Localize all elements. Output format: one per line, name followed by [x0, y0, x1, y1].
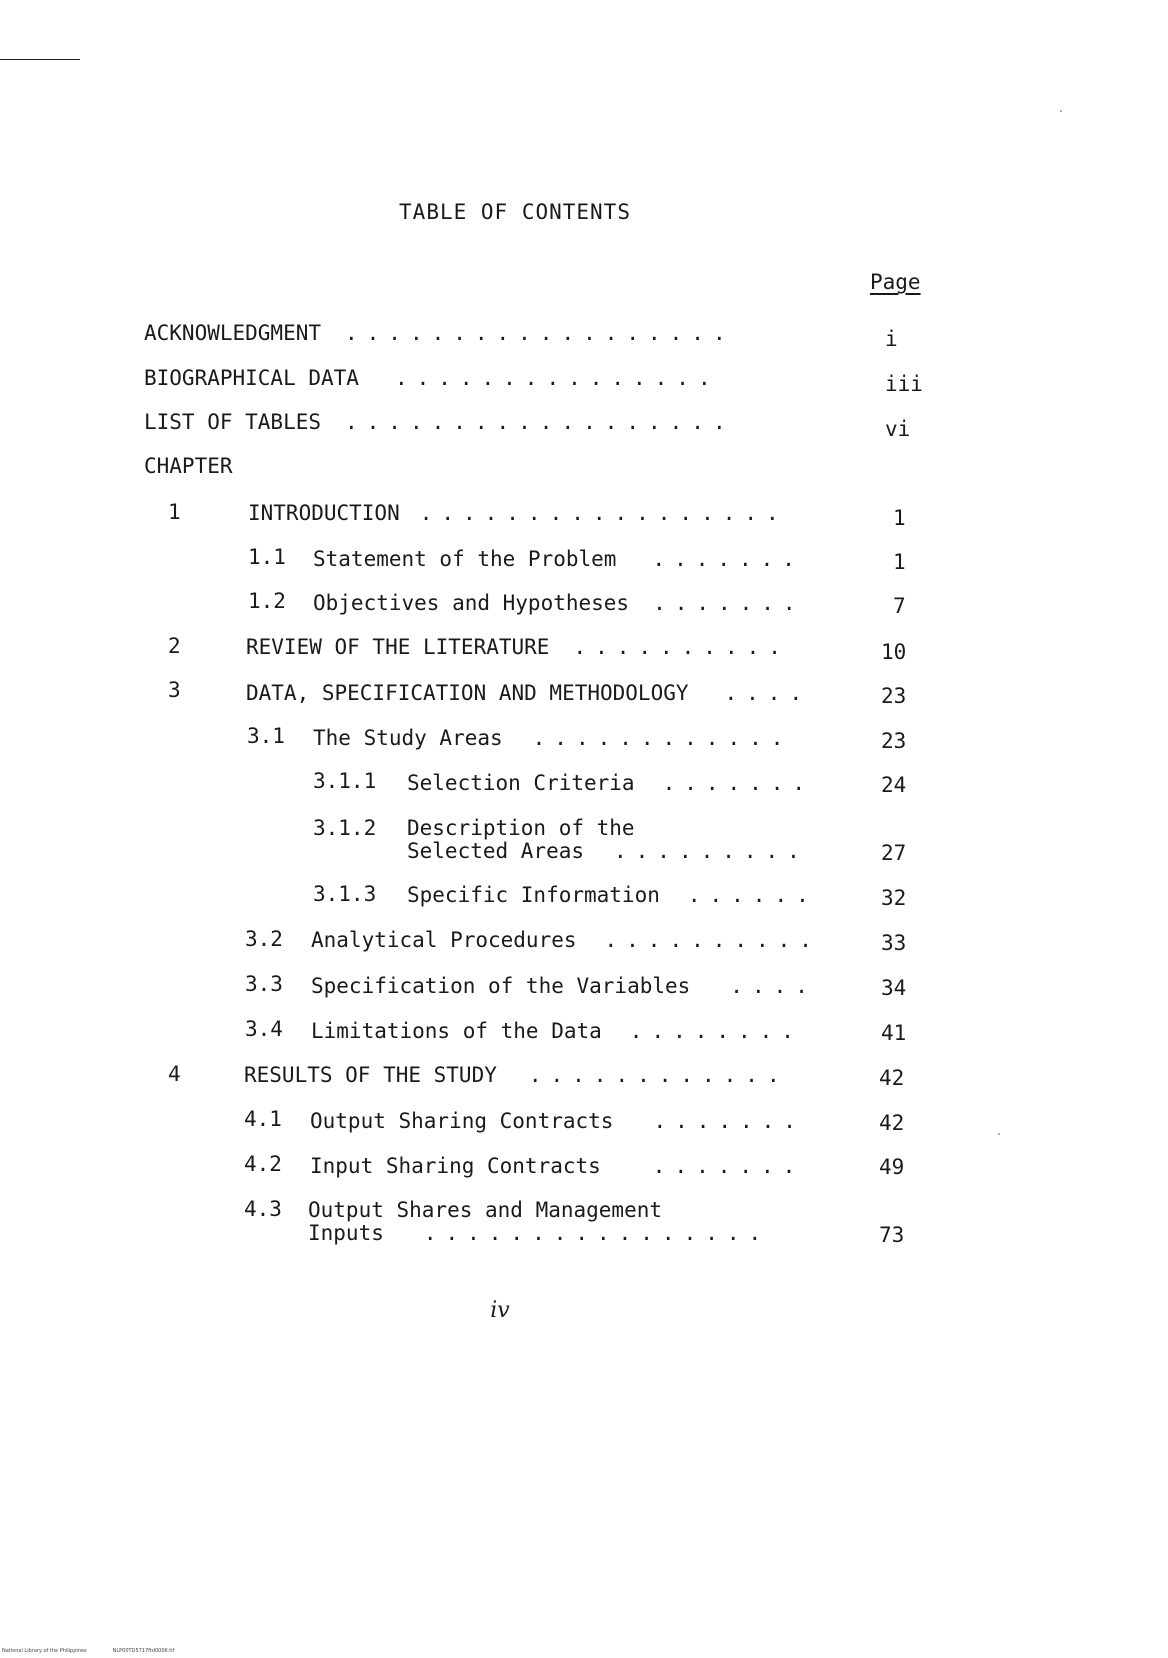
toc-page-number: 49: [879, 1155, 905, 1179]
scan-speck: [1060, 110, 1062, 112]
dot-leader: ..................: [345, 410, 735, 434]
scan-footer: [2, 1648, 200, 1654]
section-number: 3.1.1: [313, 769, 377, 793]
dot-leader: ....: [724, 681, 812, 705]
page-column-heading: Page: [870, 270, 921, 294]
chapter-number: 2: [168, 634, 181, 658]
toc-page-number: 33: [881, 931, 907, 955]
section-number: 3.4: [245, 1017, 283, 1041]
dot-leader: ............: [528, 1063, 789, 1087]
toc-page-number: 24: [881, 773, 907, 797]
toc-entry-biographical-data[interactable]: [144, 367, 720, 390]
dot-leader: ................: [423, 1221, 771, 1245]
toc-entry-description-selected-areas[interactable]: [407, 817, 809, 863]
toc-entry-label: Objectives and Hypotheses: [313, 591, 630, 615]
toc-page-number: 1: [893, 550, 906, 574]
toc-entry-label: DATA, SPECIFICATION AND METHODOLOGY: [246, 681, 689, 705]
dot-leader: .......: [653, 591, 805, 615]
toc-page-number: 73: [879, 1223, 905, 1247]
toc-entry-label: Analytical Procedures: [311, 928, 577, 952]
toc-entry-analytical-procedures[interactable]: [311, 929, 821, 952]
toc-entry-introduction[interactable]: [248, 502, 788, 525]
dot-leader: .......: [652, 1154, 805, 1178]
toc-page-number: 1: [893, 506, 906, 530]
toc-page-number: 41: [881, 1021, 907, 1045]
chapter-number: 3: [168, 678, 181, 702]
toc-entry-list-of-tables[interactable]: [144, 411, 735, 434]
toc-entry-label-line1: Description of the: [407, 816, 635, 840]
toc-entry-label-line2: Selected Areas: [407, 839, 585, 863]
toc-entry-statement-of-problem[interactable]: [313, 548, 804, 571]
toc-entry-label: Limitations of the Data: [311, 1019, 602, 1043]
toc-entry-output-sharing[interactable]: [310, 1110, 805, 1133]
toc-page-number: 32: [881, 886, 907, 910]
toc-entry-specification-variables[interactable]: [311, 975, 817, 998]
corner-rule: [0, 59, 80, 60]
toc-entry-label: LIST OF TABLES: [144, 410, 322, 434]
chapter-heading: CHAPTER: [144, 454, 233, 478]
toc-entry-label: BIOGRAPHICAL DATA: [144, 366, 359, 390]
toc-entry-label-line2: Inputs: [308, 1221, 384, 1245]
page-title: TABLE OF CONTENTS: [399, 200, 631, 224]
toc-entry-study-areas[interactable]: [313, 727, 792, 750]
dot-leader: ........: [629, 1019, 803, 1043]
toc-page-number: 42: [879, 1111, 905, 1135]
dot-leader: .......: [662, 771, 815, 795]
toc-entry-limitations-data[interactable]: [311, 1020, 803, 1043]
toc-entry-label: Specification of the Variables: [311, 974, 691, 998]
toc-entry-label: Input Sharing Contracts: [310, 1154, 601, 1178]
toc-entry-label: Selection Criteria: [407, 771, 635, 795]
scan-source: National Library of the Philippines: [2, 1648, 87, 1654]
toc-page-number: 23: [881, 684, 907, 708]
toc-entry-review-of-literature[interactable]: [246, 636, 790, 659]
section-number: 1.1: [248, 545, 286, 569]
toc-page-number: i: [885, 327, 898, 351]
dot-leader: ..........: [573, 635, 790, 659]
toc-entry-label: ACKNOWLEDGMENT: [144, 321, 322, 345]
toc-entry-specific-information[interactable]: [407, 884, 818, 907]
toc-entry-label: Statement of the Problem: [313, 547, 617, 571]
section-number: 3.1: [247, 724, 285, 748]
toc-entry-label: RESULTS OF THE STUDY: [244, 1063, 497, 1087]
toc-entry-results-of-study[interactable]: [244, 1064, 789, 1087]
dot-leader: .......: [652, 547, 804, 571]
dot-leader: ....: [730, 974, 817, 998]
toc-entry-label: Output Sharing Contracts: [310, 1109, 614, 1133]
toc-page-number: 27: [881, 841, 907, 865]
dot-leader: ..................: [345, 321, 735, 345]
toc-entry-label: REVIEW OF THE LITERATURE: [246, 635, 550, 659]
section-number: 1.2: [248, 589, 286, 613]
section-number: 4.2: [244, 1152, 282, 1176]
toc-page-number: 34: [881, 976, 907, 1000]
page-folio: iv: [490, 1298, 510, 1323]
toc-entry-input-sharing[interactable]: [310, 1155, 804, 1178]
toc-entry-label: The Study Areas: [313, 726, 503, 750]
toc-entry-label: Specific Information: [407, 883, 660, 907]
toc-page-number: vi: [885, 417, 911, 441]
toc-page-number: 23: [881, 729, 907, 753]
scan-filename: NLP00TD5717ftd0006.tif: [112, 1648, 175, 1654]
toc-entry-selection-criteria[interactable]: [407, 772, 814, 795]
chapter-number: 4: [168, 1062, 181, 1086]
section-number: 4.3: [244, 1197, 282, 1221]
toc-entry-acknowledgment[interactable]: [144, 322, 735, 345]
section-number: 3.3: [245, 972, 283, 996]
toc-page-number: 7: [893, 594, 906, 618]
toc-entry-objectives[interactable]: [313, 592, 805, 615]
toc-page-number: 10: [881, 640, 907, 664]
dot-leader: .......: [653, 1109, 805, 1133]
toc-entry-label: INTRODUCTION: [248, 501, 400, 525]
section-number: 3.2: [245, 927, 283, 951]
dot-leader: ............: [532, 726, 793, 750]
dot-leader: ...............: [394, 366, 720, 390]
toc-entry-data-specification-methodology[interactable]: [246, 682, 811, 705]
section-number: 4.1: [244, 1107, 282, 1131]
toc-entry-output-shares-management[interactable]: [308, 1199, 770, 1245]
section-number: 3.1.3: [313, 882, 377, 906]
chapter-number: 1: [168, 500, 181, 524]
dot-leader: ......: [687, 883, 818, 907]
dot-leader: ..........: [604, 928, 821, 952]
scan-speck: [998, 1133, 1000, 1135]
toc-page-number: 42: [879, 1066, 905, 1090]
toc-page-number: iii: [885, 372, 923, 396]
dot-leader: .........: [614, 839, 809, 863]
toc-entry-label-line1: Output Shares and Management: [308, 1198, 663, 1222]
section-number: 3.1.2: [313, 816, 377, 840]
dot-leader: .................: [419, 501, 788, 525]
